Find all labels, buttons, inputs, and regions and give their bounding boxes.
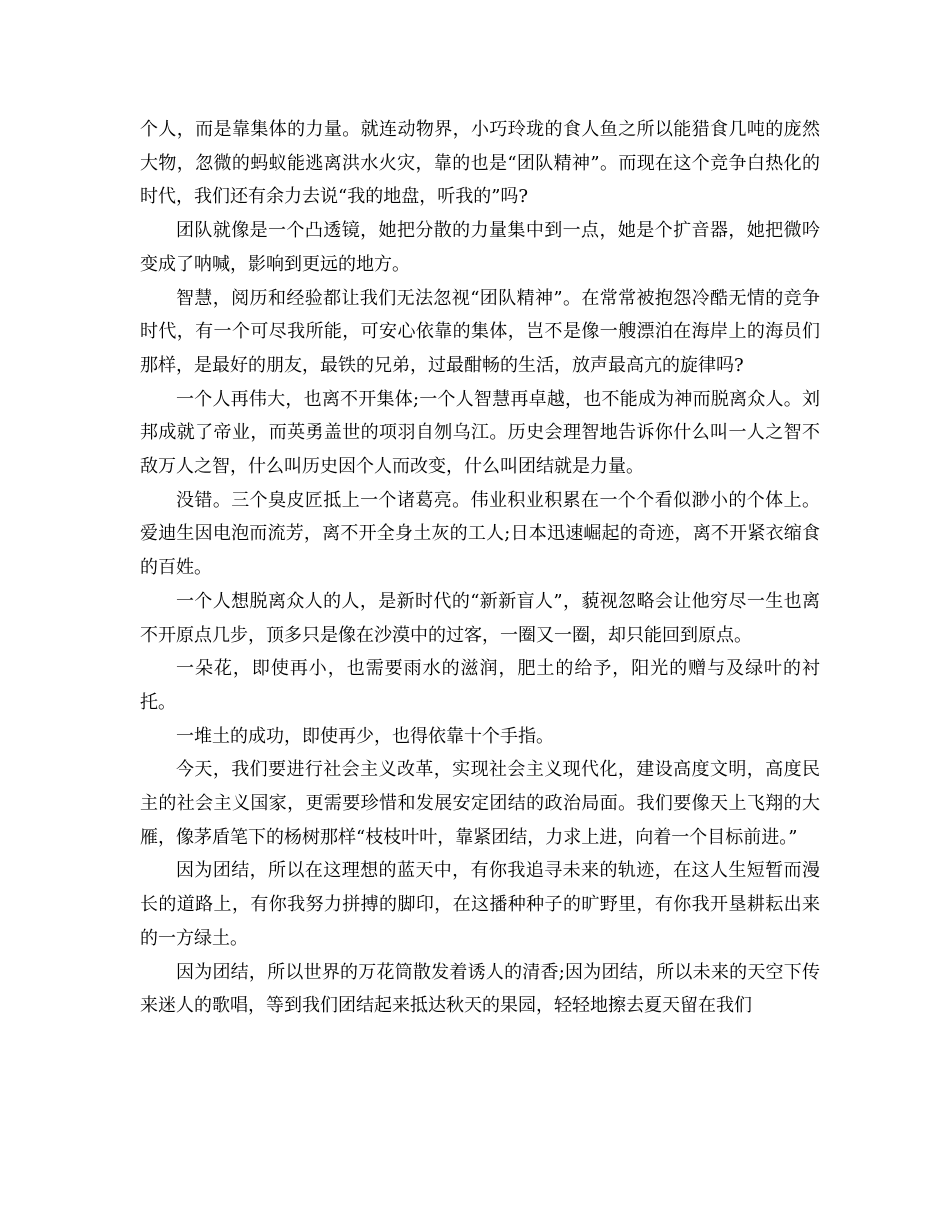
paragraph: 今天，我们要进行社会主义改革，实现社会主义现代化，建设高度文明，高度民主的社会主义国家，更需要珍惜和发展安定团结的政治局面。我们要像天上飞翔的大雁，像茅盾笔下的杨树那样“枝枝叶叶，靠紧团结，力求上进，向着一个目标前进。” [140, 759, 820, 848]
paragraph: 一个人再伟大，也离不开集体;一个人智慧再卓越，也不能成为神而脱离众人。刘邦成就了帝业，而英勇盖世的项羽自刎乌江。历史会理智地告诉你什么叫一人之智不敌万人之智，什么叫历史因个人而改变，什么叫团结就是力量。 [140, 388, 820, 478]
paragraph: 个人，而是靠集体的力量。就连动物界，小巧玲珑的食人鱼之所以能猎食几吨的庞然大物，忽微的蚂蚁能逃离洪水火灾，靠的也是“团队精神”。而现在这个竞争白热化的时代，我们还有余力去说“我的地盘，听我的”吗? [140, 119, 820, 208]
paragraph: 一朵花，即使再小，也需要雨水的滋润，肥土的给予，阳光的赠与及绿叶的衬托。 [140, 658, 820, 713]
paragraph: 团队就像是一个凸透镜，她把分散的力量集中到一点，她是个扩音器，她把微吟变成了呐喊，影响到更远的地方。 [140, 220, 820, 275]
paragraph: 因为团结，所以在这理想的蓝天中，有你我追寻未来的轨迹，在这人生短暂而漫长的道路上，有你我努力拼搏的脚印，在这播种种子的旷野里，有你我开垦耕耘出来的一方绿土。 [140, 860, 820, 949]
paragraph: 没错。三个臭皮匠抵上一个诸葛亮。伟业积业积累在一个个看似渺小的个体上。爱迪生因电泡而流芳，离不开全身土灰的工人;日本迅速崛起的奇迹，离不开紧衣缩食的百姓。 [140, 489, 820, 579]
paragraph: 一个人想脱离众人的人，是新时代的“新新盲人”，藐视忽略会让他穷尽一生也离不开原点几步，顶多只是像在沙漠中的过客，一圈又一圈，却只能回到原点。 [140, 590, 820, 646]
paragraph: 因为团结，所以世界的万花筒散发着诱人的清香;因为团结，所以未来的天空下传来迷人的歌唱，等到我们团结起来抵达秋天的果园，轻轻地擦去夏天留在我们 [140, 961, 820, 1017]
paragraph: 一堆土的成功，即使再少，也得依靠十个手指。 [176, 725, 554, 747]
essay-body [140, 113, 820, 1023]
paragraph: 智慧，阅历和经验都让我们无法忽视“团队精神”。在常常被抱怨冷酷无情的竞争时代，有一个可尽我所能，可安心依靠的集体，岂不是像一艘漂泊在海岸上的海员们那样，是最好的朋友，最铁的兄弟，过最酣畅的生活，放声最高亢的旋律吗? [140, 287, 820, 376]
